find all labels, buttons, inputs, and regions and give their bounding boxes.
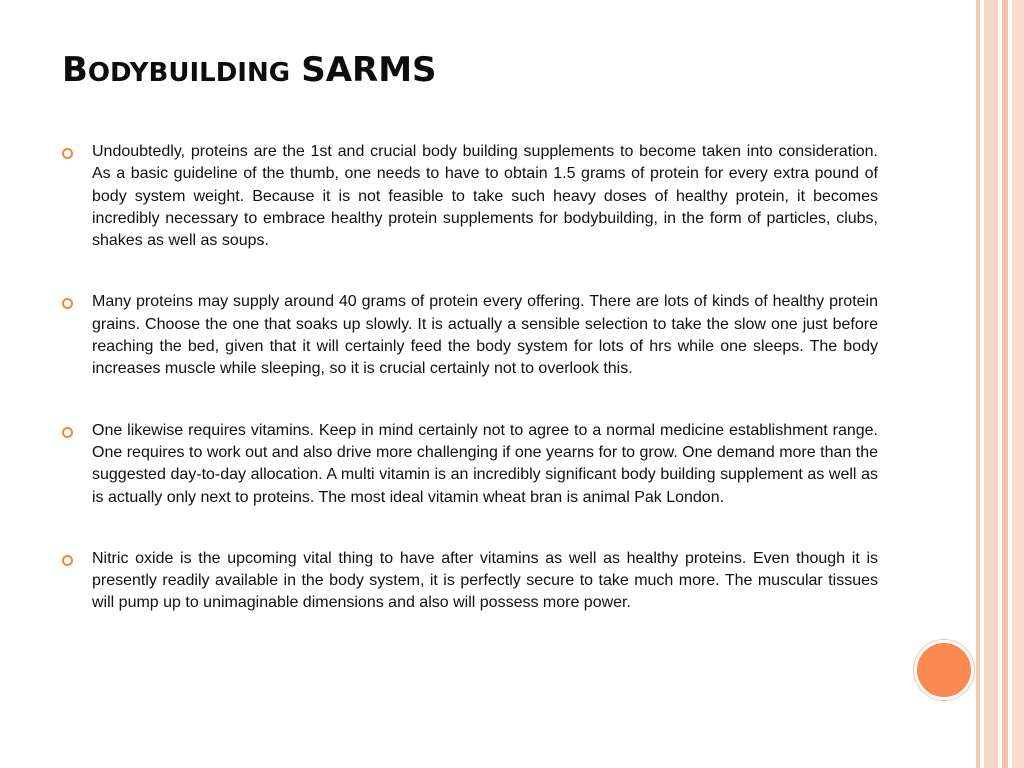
accent-circle xyxy=(914,640,974,700)
title-second-word: SARMS xyxy=(301,50,437,90)
bullet-text: Many proteins may supply around 40 grams of protein every offering. There are lots of kinds of healthy protein grains. Choose the one that soaks up slowly. It is actually a sensible selection to take the slow one just before reaching the bed, given that it will certainly feed the body system for lots of hrs while one sleeps. The body increases muscle while sleeping, so it is crucial certainly not to overlook this. xyxy=(92,293,878,378)
stripe xyxy=(984,0,998,768)
title-rest: ODYBUILDING xyxy=(87,58,291,88)
bullet-circle-icon xyxy=(62,148,73,159)
bullet-item xyxy=(62,291,878,380)
slide-title xyxy=(62,50,437,90)
bullet-text: Undoubtedly, proteins are the 1st and crucial body building supplements to become taken into consideration. As a basic guideline of the thumb, one needs to have to obtain 1.5 grams of protein for every extra pound of body system weight. Because it is not feasible to take such heavy doses of healthy protein, it becomes incredibly necessary to embrace healthy protein supplements for bodybuilding, in the form of particles, clubs, shakes as well as soups. xyxy=(92,143,878,250)
bullet-circle-icon xyxy=(62,427,73,438)
stripe xyxy=(1012,0,1024,768)
bullet-list xyxy=(62,141,878,615)
bullet-circle-icon xyxy=(62,298,73,309)
decorative-stripes xyxy=(976,0,1024,768)
title-first-letter: B xyxy=(62,50,88,90)
bullet-item xyxy=(62,420,878,509)
bullet-text: Nitric oxide is the upcoming vital thing to have after vitamins as well as healthy proteins. Even though it is presently readily available in the body system, it is perfectly secure to take much more. The muscular tissues will pump up to unimaginable dimensions and also will possess more power. xyxy=(92,549,878,612)
bullet-item xyxy=(62,548,878,615)
bullet-circle-icon xyxy=(62,555,73,566)
bullet-item xyxy=(62,141,878,252)
bullet-text: One likewise requires vitamins. Keep in mind certainly not to agree to a normal medicine establishment range. One requires to work out and also drive more challenging if one yearns for to grow. One demand more than the suggested day-to-day allocation. A multi vitamin is an incredibly significant body building supplement as well as is actually only next to proteins. The most ideal vitamin wheat bran is animal Pak London. xyxy=(92,421,878,506)
